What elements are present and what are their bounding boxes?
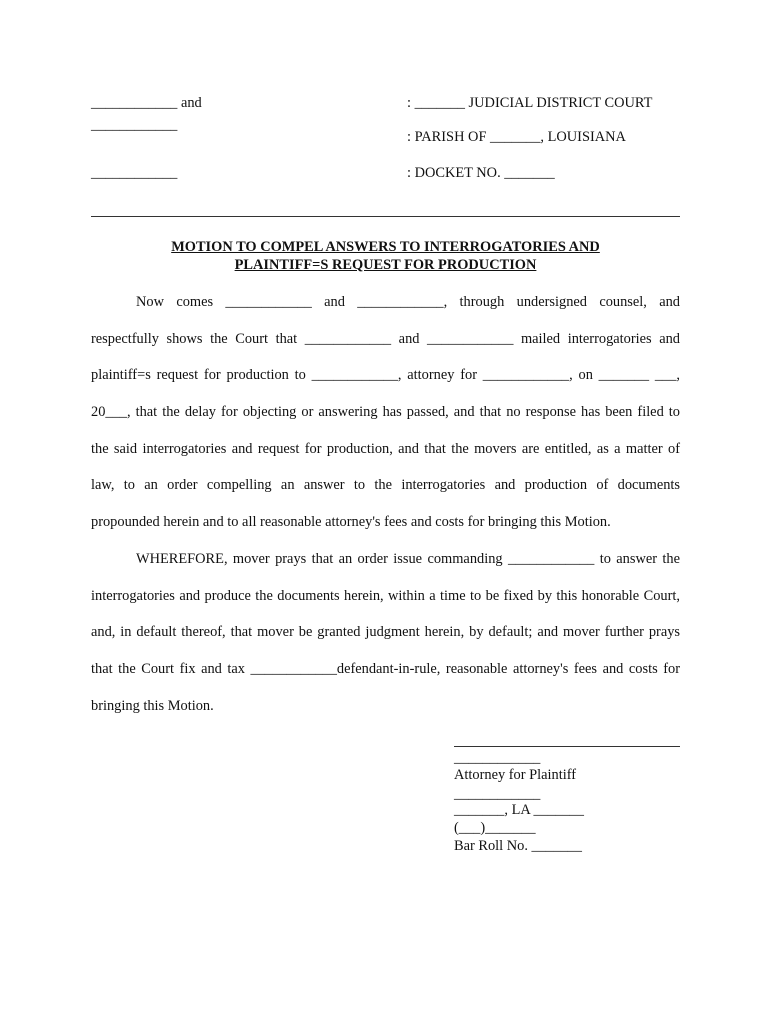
document-title-line1: MOTION TO COMPEL ANSWERS TO INTERROGATORIES AND xyxy=(171,239,600,255)
paragraph2-line: and, in default thereof, that mover be granted judgment herein, by default; and mover further prays xyxy=(91,624,680,641)
paragraph2-line: interrogatories and produce the documents herein, within a time to be fixed by this honorable Court, xyxy=(91,587,680,604)
caption-left-line1: ____________ and xyxy=(91,95,202,111)
signature-blank: ____________ xyxy=(454,750,541,766)
paragraph1-line: respectfully shows the Court that ____________ and ____________ mailed interrogatories and xyxy=(91,330,680,347)
document-title-line2: PLAINTIFF=S REQUEST FOR PRODUCTION xyxy=(234,257,537,273)
paragraph2-line: bringing this Motion. xyxy=(91,697,214,714)
paragraph2-line: WHEREFORE, mover prays that an order issue commanding ____________ to answer the xyxy=(136,551,680,567)
paragraph2-line: that the Court fix and tax ____________defendant-in-rule, reasonable attorney's fees and costs for xyxy=(91,661,680,678)
caption-divider xyxy=(91,216,680,217)
paragraph-wherefore xyxy=(91,541,680,724)
caption-court: : _______ JUDICIAL DISTRICT COURT xyxy=(407,95,653,111)
signature-role: Attorney for Plaintiff xyxy=(454,767,577,783)
caption-left-line3: ____________ xyxy=(91,165,178,181)
caption-left-line2: ____________ xyxy=(91,117,178,133)
signature-bar-roll: Bar Roll No. _______ xyxy=(454,838,582,854)
paragraph-motion xyxy=(91,284,680,541)
signature-address-blank: ____________ xyxy=(454,786,541,802)
paragraph1-line: Now comes ____________ and ____________, through undersigned counsel, and xyxy=(136,294,680,310)
paragraph1-line: law, to an order compelling an answer to the interrogatories and production of documents xyxy=(91,477,680,494)
paragraph1-line: 20___, that the delay for objecting or answering has passed, and that no response has been filed to xyxy=(91,404,680,421)
signature-line xyxy=(454,746,680,747)
caption-docket: : DOCKET NO. _______ xyxy=(407,165,555,181)
signature-city: _______, LA _______ xyxy=(454,802,584,818)
paragraph1-line: plaintiff=s request for production to ____________, attorney for ____________, on _______ ___, xyxy=(91,367,680,384)
paragraph1-line: the said interrogatories and request for production, and that the movers are entitled, as a matter of xyxy=(91,440,680,457)
caption-parish: : PARISH OF _______, LOUISIANA xyxy=(407,129,626,145)
paragraph1-line: propounded herein and to all reasonable attorney's fees and costs for bringing this Motion. xyxy=(91,514,611,531)
signature-phone: (___)_______ xyxy=(454,820,536,836)
